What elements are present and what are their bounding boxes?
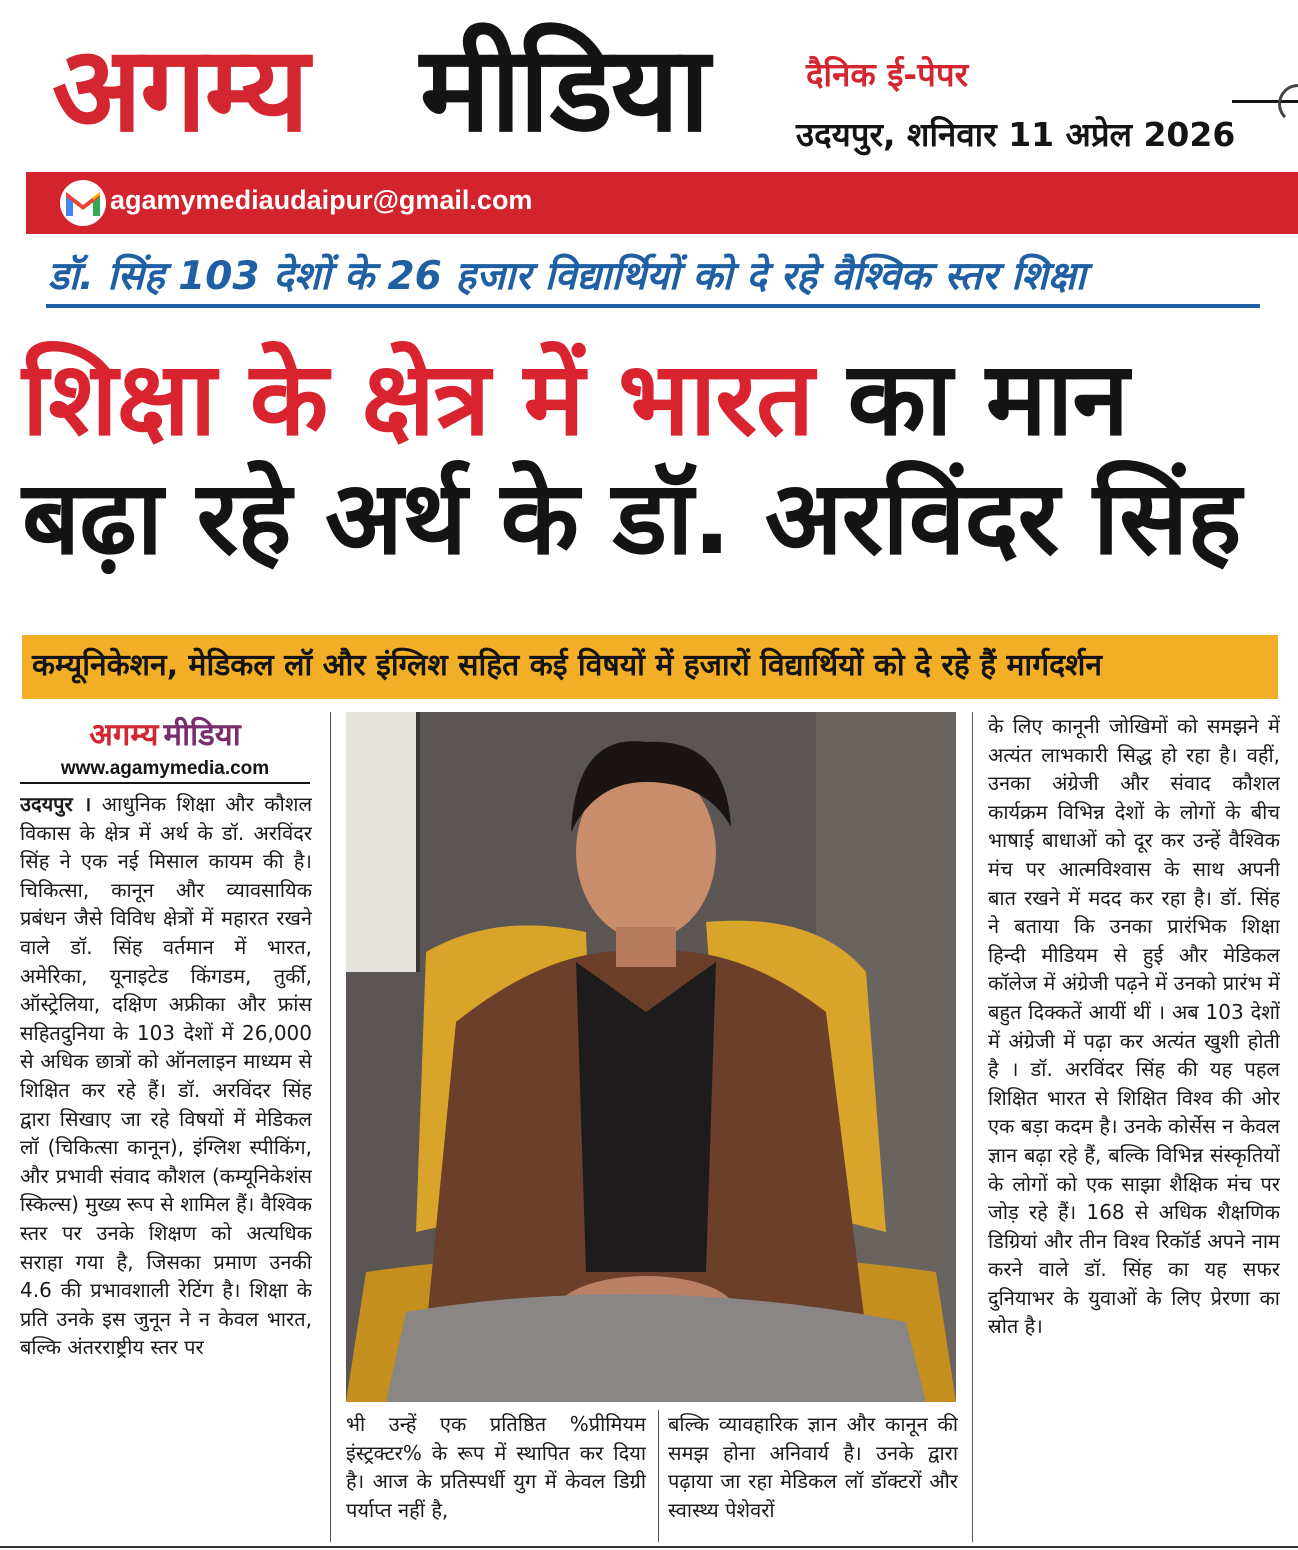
article-column-1 — [20, 790, 312, 1530]
contact-email[interactable]: agamymediaudaipur@gmail.com — [110, 185, 533, 215]
article-dateline: उदयपुर । — [20, 792, 92, 816]
article-deck — [22, 635, 1278, 699]
contact-band — [26, 172, 1298, 234]
article-column-4: के लिए कानूनी जोखिमों को समझने में अत्यंत लाभकारी सिद्ध हो रहा है। वहीं, उनका अंग्रेजी और संवाद कौशल कार्यक्रम विभिन्न देशों के लोगों के बीच भाषाई बाधाओं को दूर कर उन्हें वैश्विक मंच पर आत्मविश्वास के साथ अपनी बात रखने में मदद कर रहा है। डॉ. सिंह ने बताया कि उनका प्रारंभिक शिक्षा हिन्दी मीडियम से हुई और मेडिकल कॉलेज में अंग्रेजी पढ़ने में उनको प्रारंभ में बहुत दिक्कतें आयीं थीं । अब 103 देशों में अंग्रेजी में पढ़ा कर अत्यंत खुशी होती है । डॉ. अरविंदर सिंह की यह पहल शिक्षित भारत से शिक्षित विश्व की ओर एक बड़ा कदम है। उनके कोर्सेस न केवल ज्ञान बढ़ा रहे हैं, बल्कि विभिन्न संस्कृतियों के लोगों को एक साझा शैक्षिक मंच पर जोड़ रहे हैं। 168 से अधिक शैक्षणिक डिग्रियां और तीन विश्व रिकॉर्ड अपने नाम करने वाले डॉ. सिंह का यह सफर दुनियाभर के युवाओं के लिए प्रेरणा का स्रोत है। — [988, 714, 1280, 1339]
article-column-3: बल्कि व्यावहारिक ज्ञान और कानून की समझ होना अनिवार्य है। उनके द्वारा पढ़ाया जा रहा मेडिकल लॉ डॉक्टरों और स्वास्थ्य पेशेवरों — [668, 1412, 958, 1522]
edition-label: दैनिक ई-पेपर — [806, 55, 969, 94]
logo-agamya: अगम्य — [52, 20, 308, 158]
logo-media: मीडिया — [420, 20, 708, 158]
page-bottom-rule — [0, 1546, 1298, 1548]
deck-text: कम्यूनिकेशन, मेडिकल लॉ और इंग्लिश सहित कई विषयों में हजारों विद्यार्थियों को दे रहे हैं मार्गदर्शन — [32, 648, 1103, 683]
mini-logo-part2: मीडिया — [163, 717, 241, 753]
column-divider — [658, 1410, 659, 1542]
mini-logo-rule — [20, 782, 310, 784]
publication-dateline: उदयपुर, शनिवार 11 अप्रेल 2026 — [796, 115, 1236, 154]
mini-logo-part1: अगम्य — [89, 717, 159, 753]
headline-black-part: का मान — [847, 340, 1128, 459]
column-divider — [330, 712, 331, 1542]
headline-line-2: बढ़ा रहे अर्थ के डॉ. अरविंदर सिंह — [22, 459, 1241, 579]
gmail-icon — [60, 180, 106, 226]
website-link[interactable]: www.agamymedia.com — [60, 758, 270, 779]
decorative-arc — [1278, 84, 1298, 124]
headline-line-1 — [22, 340, 1282, 459]
article-headline — [22, 340, 1282, 579]
headline-red-part: शिक्षा के क्षेत्र में भारत — [22, 340, 814, 459]
column-1-text: आधुनिक शिक्षा और कौशल विकास के क्षेत्र में अर्थ के डॉ. अरविंदर सिंह ने एक नई मिसाल कायम की है। चिकित्सा, कानून और व्यावसायिक प्रबंधन जैसे विविध क्षेत्रों में महारत रखने वाले डॉ. सिंह वर्तमान में भारत, अमेरिका, यूनाइटेड किंगडम, तुर्की, ऑस्ट्रेलिया, दक्षिण अफ्रीका और फ्रांस सहितदुनिया के 103 देशों में 26,000 से अधिक छात्रों को ऑनलाइन माध्यम से शिक्षित कर रहे हैं। डॉ. अरविंदर सिंह द्वारा सिखाए जा रहे विषयों में मेडिकल लॉ (चिकित्सा कानून), इंग्लिश स्पीकिंग, और प्रभावी संवाद कौशल (कम्यूनिकेशंस स्किल्स) मुख्य रूप से शामिल हैं। वैश्विक स्तर पर उनके शिक्षण को अत्यधिक सराहा गया है, जिसका प्रमाण उनकी 4.6 की प्रभावशाली रेटिंग है। शिक्षा के प्रति उनके इस जुनून ने न केवल भारत, बल्कि अंतरराष्ट्रीय स्तर पर — [20, 792, 312, 1360]
mini-logo — [20, 718, 310, 752]
column-divider — [972, 712, 973, 1542]
article-photo — [346, 712, 956, 1402]
kicker-underline — [46, 304, 1260, 308]
masthead — [0, 0, 1298, 175]
article-kicker: डॉ. सिंह 103 देशों के 26 हजार विद्यार्थियों को दे रहे वैश्विक स्तर शिक्षा — [48, 254, 1086, 299]
article-column-2: भी उन्हें एक प्रतिष्ठित %प्रीमियम इंस्ट्रक्टर% के रूप में स्थापित कर दिया है। आज के प्रतिस्पर्धी युग में केवल डिग्री पर्याप्त नहीं है, — [346, 1412, 646, 1522]
